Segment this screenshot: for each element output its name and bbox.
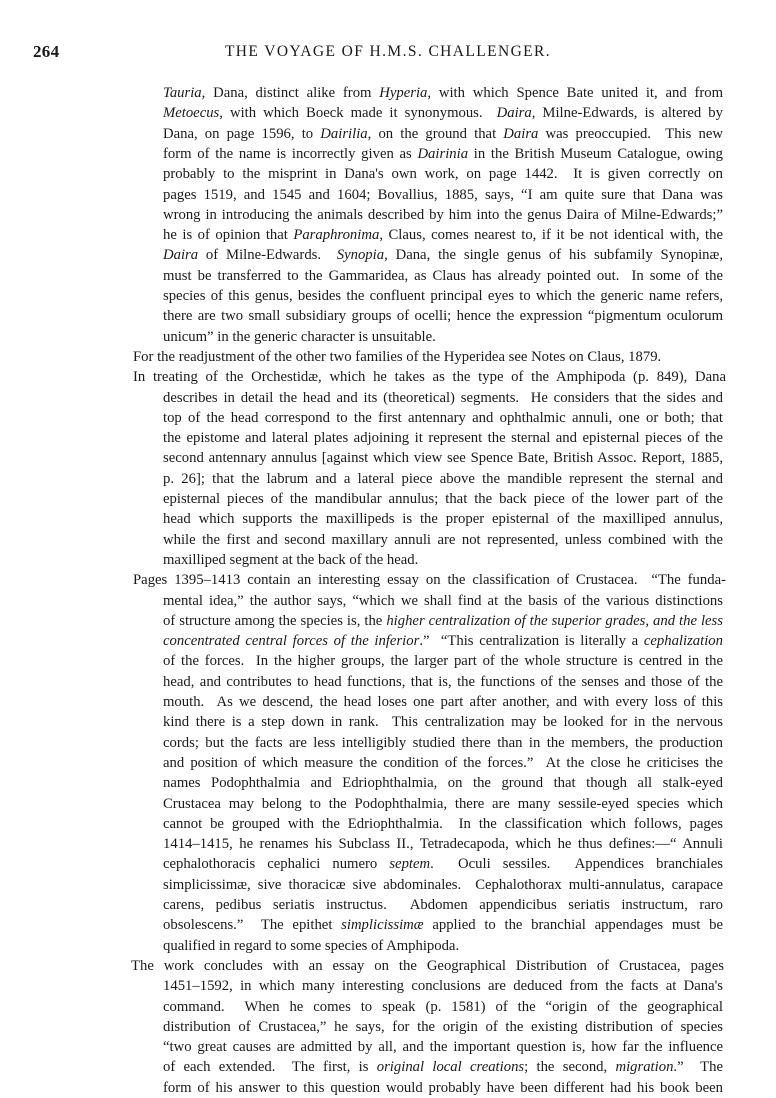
- text-line: simplicissimæ, sive thoracicæ sive abdominales. Cephalothorax multi-annulatus, carapace: [163, 876, 723, 893]
- text-line: head, and contributes to head functions, that is, the functions of the senses and those of the: [163, 673, 723, 690]
- text-line: of the forces. In the higher groups, the larger part of the whole structure is centred in the: [163, 653, 723, 670]
- text-line: and position of which measure the condition of the forces.” At the close he criticises the: [163, 754, 723, 771]
- text-line: the epistome and lateral plates adjoining it represent the sternal and episternal pieces of the: [163, 430, 723, 447]
- text-line: form of the name is incorrectly given as Dairinia in the British Museum Catalogue, owing: [163, 145, 723, 162]
- text-line: 1414–1415, he renames his Subclass II., Tetradecapoda, which he thus defines:—“ Annuli: [163, 836, 723, 853]
- text-line: Daira of Milne-Edwards. Synopia, Dana, the single genus of his subfamily Synopinæ,: [163, 247, 723, 264]
- text-line: mouth. As we descend, the head loses one part after another, and with every loss of this: [163, 694, 723, 710]
- text-line: cephalothoracis cephalici numero septem. Oculi sessiles. Appendices branchiales: [163, 856, 723, 873]
- text-line: Crustacea may belong to the Podophthalmia, there are many sessile-eyed species which: [163, 795, 723, 812]
- text-line: probably to the misprint in Dana's own work, on page 1442. It is given correctly on: [163, 166, 723, 183]
- text-line: top of the head correspond to the first antennary and ophthalmic annuli, one or both; that: [163, 409, 723, 426]
- running-title: THE VOYAGE OF H.M.S. CHALLENGER.: [224, 43, 552, 60]
- text-line: qualified in regard to some species of Amphipoda.: [163, 937, 460, 954]
- text-line: command. When he comes to speak (p. 1581) of the “origin of the geographical: [163, 998, 723, 1015]
- text-line: he is of opinion that Paraphronima, Claus, comes nearest to, if it be not identical with, the: [163, 227, 723, 244]
- text-line: names Podophthalmia and Edriophthalmia, on the ground that though all stalk-eyed: [163, 775, 723, 792]
- text-line: Tauria, Dana, distinct alike from Hyperia, with which Spence Bate united it, and from: [163, 85, 724, 101]
- text-line: Dana, on page 1596, to Dairilia, on the ground that Daira was preoccupied. This new: [163, 125, 723, 142]
- text-line: concentrated central forces of the inferior.” “This centralization is literally a cephalization: [163, 633, 723, 650]
- text-line: unicum” in the generic character is unsuitable.: [163, 328, 436, 345]
- text-line: head which supports the maxillipeds is the proper episternal of the maxilliped annulus,: [163, 511, 723, 528]
- text-line: The work concludes with an essay on the Geographical Distribution of Crustacea, pages: [131, 957, 724, 974]
- text-line: distribution of Crustacea,” he says, for the origin of the existing distribution of species: [163, 1018, 723, 1035]
- text-line: of each extended. The first, is original local creations; the second, migration.” The: [163, 1059, 724, 1076]
- text-line: form of his answer to this question would probably have been different had his book been: [163, 1079, 723, 1096]
- text-line: cords; but the facts are less intelligibly studied there than in the members, the production: [163, 734, 723, 751]
- text-line: maxilliped segment at the back of the head.: [163, 551, 419, 568]
- text-line: 1451–1592, in which many interesting conclusions are deduced from the facts at Dana's: [163, 978, 723, 995]
- page-header: [0, 42, 776, 66]
- text-line: Metoecus, with which Boeck made it synonymous. Daira, Milne-Edwards, is altered by: [163, 105, 723, 122]
- text-line: describes in detail the head and its (theoretical) segments. He considers that the sides and: [163, 389, 723, 406]
- text-line: cannot be grouped with the Edriophthalmia. In the classification which follows, pages: [163, 815, 723, 832]
- text-line: wrong in introducing the animals described by him into the genus Daira of Milne-Edwards;”: [163, 206, 723, 223]
- text-line: Pages 1395–1413 contain an interesting essay on the classification of Crustacea. “The funda-: [133, 572, 726, 589]
- text-line: while the first and second maxillary annuli are not represented, unless combined with the: [163, 531, 723, 548]
- text-line: of structure among the species is, the higher centralization of the superior grades, and the less: [163, 612, 723, 629]
- text-line: second antennary annulus [against which view see Spence Bate, British Assoc. Report, 1885,: [163, 450, 723, 467]
- text-line: species of this genus, besides the confluent principal eyes to which the generic name refers,: [163, 288, 723, 304]
- text-line: In treating of the Orchestidæ, which he takes as the type of the Amphipoda (p. 849), Dana: [133, 369, 726, 386]
- text-line: kind there is a step down in rank. This centralization may be looked for in the nervous: [163, 714, 723, 731]
- text-line: “two great causes are admitted by all, and the important question is, how far the influence: [163, 1039, 723, 1056]
- text-line: there are two small subsidiary groups of ocelli; hence the expression “pigmentum oculorum: [163, 308, 723, 325]
- text-line: episternal pieces of the mandibular annulus; that the back piece of the lower part of the: [163, 491, 723, 507]
- text-line: carens, pedibus seriatis instructus. Abdomen appendicibus seriatis instructum, raro: [163, 897, 723, 913]
- text-line: must be transferred to the Gammaridea, as Claus has already pointed out. In some of the: [163, 267, 723, 284]
- text-line: mental idea,” the author says, “which we shall find at the basis of the various distinctions: [163, 592, 723, 609]
- text-line: pages 1519, and 1545 and 1604; Bovallius, 1885, says, “I am quite sure that Dana was: [163, 186, 723, 203]
- text-line: obsolescens.” The epithet simplicissimæ applied to the branchial appendages must be: [163, 917, 724, 934]
- page-number: 264: [33, 42, 60, 61]
- text-line: p. 26]; that the labrum and a lateral piece above the mandible represent the sternal and: [163, 470, 723, 487]
- text-line: For the readjustment of the other two families of the Hyperidea see Notes on Claus, 1879.: [133, 348, 662, 365]
